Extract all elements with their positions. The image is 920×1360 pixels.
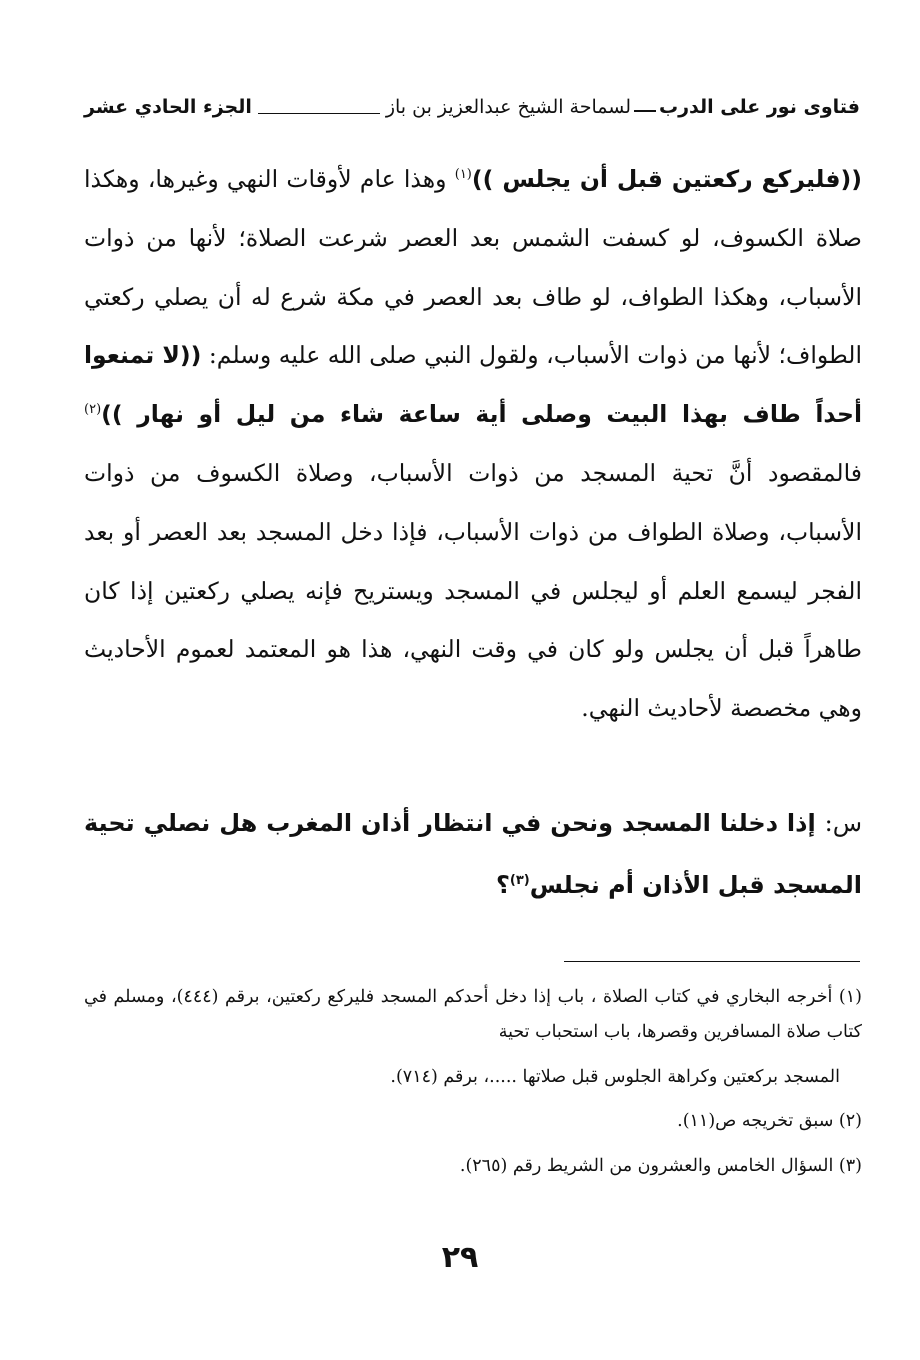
footnote-divider bbox=[564, 961, 860, 962]
running-header bbox=[84, 92, 860, 122]
main-text bbox=[84, 150, 862, 738]
answer-text: وهذا عام لأوقات النهي وغيرها، وهكذا صلاة الكسوف، لو كسفت الشمس بعد العصر شرعت الصلاة؛ لأنها من ذوات الأسباب، وهكذا الطواف، لو طاف بعد العصر في مكة شرع له أن يصلي ركعتي الطواف؛ لأنها من ذوات الأسباب، ولقول النبي صلى الله عليه وسلم: bbox=[84, 165, 862, 370]
footnote-3: (٣) السؤال الخامس والعشرون من الشريط رقم (٢٦٥). bbox=[459, 1156, 862, 1177]
page-number: ٢٩ bbox=[441, 1240, 479, 1275]
series-title: فتاوى نور على الدرب bbox=[659, 96, 860, 118]
footnote-1-continuation: المسجد بركعتين وكراهة الجلوس قبل صلاتها .....، برقم (٧١٤). bbox=[390, 1066, 840, 1087]
footnote-ref-2[interactable]: (٢) bbox=[84, 402, 102, 418]
question-paragraph bbox=[84, 792, 862, 916]
footnotes bbox=[84, 980, 862, 1194]
footnote-2: (٢) سبق تخريجه ص(١١). bbox=[677, 1111, 862, 1132]
question-label: س: bbox=[824, 809, 862, 837]
answer-text: فالمقصود أنَّ تحية المسجد من ذوات الأسباب، وصلاة الكسوف من ذوات الأسباب، وصلاة الطواف من ذوات الأسباب، فإذا دخل المسجد بعد العصر أو بعد الفجر ليسمع العلم أو ليجلس في المسجد ويستريح فإنه يصلي ركعتين إذا كان طاهراً قبل أن يجلس ولو كان في وقت النهي، هذا هو المعتمد لعموم الأحاديث وهي مخصصة لأحاديث النهي. bbox=[84, 458, 862, 723]
footnote-ref-1[interactable]: (١) bbox=[454, 167, 472, 183]
question-text: إذا دخلنا المسجد ونحن في انتظار أذان المغرب هل نصلي تحية المسجد قبل الأذان أم نجلس bbox=[84, 809, 862, 899]
footnote-ref-3[interactable]: (٣) bbox=[509, 873, 530, 888]
volume-title: الجزء الحادي عشر bbox=[84, 96, 252, 118]
header-rule bbox=[258, 113, 380, 114]
author-name: لسماحة الشيخ عبدالعزيز بن باز bbox=[385, 96, 631, 118]
question-mark: ؟ bbox=[495, 871, 510, 899]
hadith-quote: ((لا تمنعوا أحداً طاف بهذا البيت وصلى أية ساعة شاء من ليل أو نهار )) bbox=[84, 341, 862, 429]
question-block bbox=[84, 792, 862, 916]
header-dash bbox=[634, 110, 656, 112]
answer-paragraph bbox=[84, 150, 862, 738]
footnote-1: (١) أخرجه البخاري في كتاب الصلاة ، باب إذا دخل أحدكم المسجد فليركع ركعتين، برقم (٤٤٤)، ومسلم في كتاب صلاة المسافرين وقصرها، باب استحباب تحية bbox=[84, 987, 862, 1042]
hadith-quote: ((فليركع ركعتين قبل أن يجلس )) bbox=[471, 165, 862, 193]
